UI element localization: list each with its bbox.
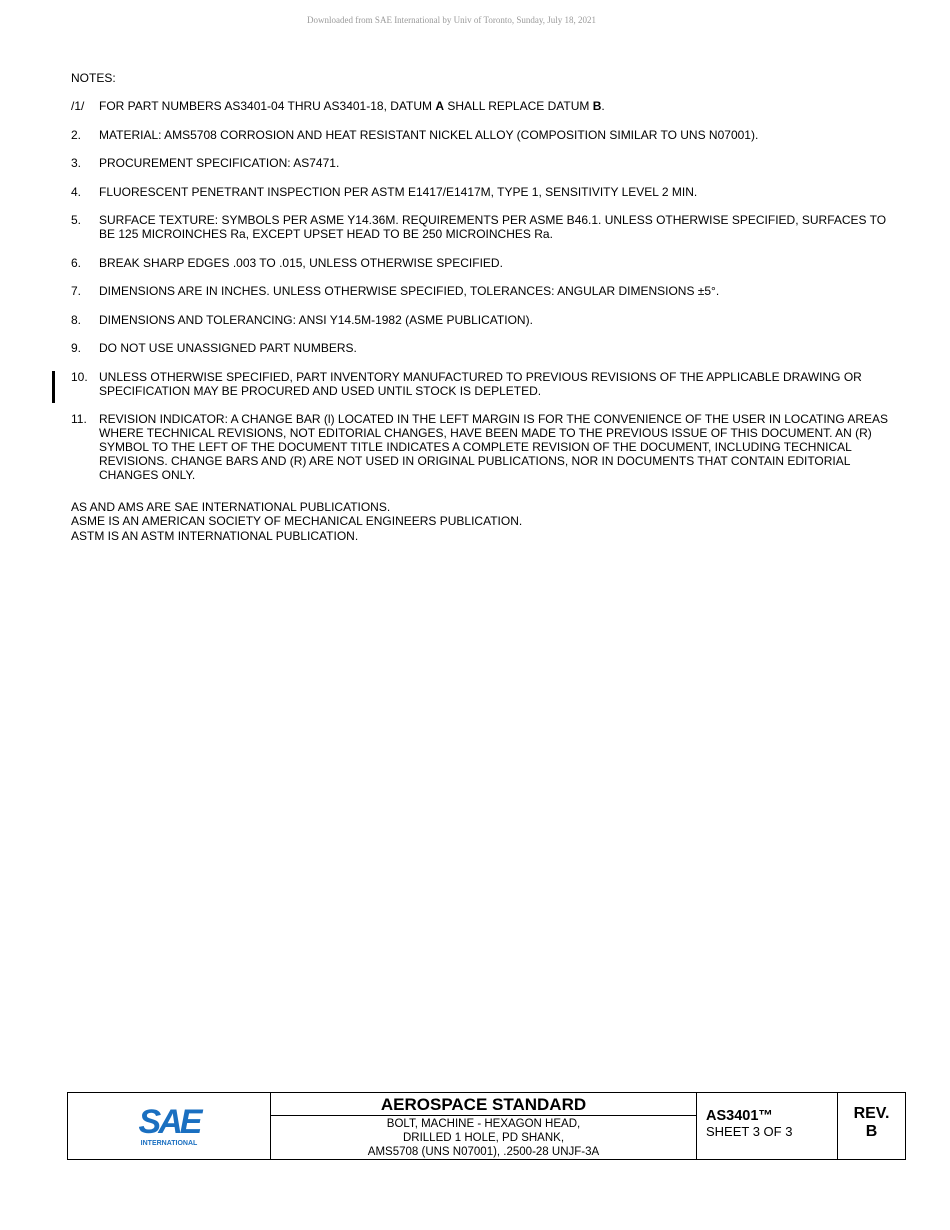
- note-text: REVISION INDICATOR: A CHANGE BAR (l) LOCATED IN THE LEFT MARGIN IS FOR THE CONVENIENCE OF THE USER IN LOCATING AREAS WHERE TECHNICAL REVISIONS, NOT EDITORIAL CHANGES, HAVE BEEN MADE TO THE PREVIOUS ISSUE OF THIS DOCUMENT. AN (R) SYMBOL TO THE LEFT OF THE DOCUMENT TITLE INDICATES A COMPLETE REVISION OF THE DOCUMENT, INCLUDING TECHNICAL REVISIONS. CHANGE BARS AND (R) ARE NOT USED IN ORIGINAL PUBLICATIONS, NOR IN DOCUMENTS THAT CONTAIN EDITORIAL CHANGES ONLY.: [99, 412, 889, 482]
- note-item: [71, 256, 891, 270]
- publication-line: AS AND AMS ARE SAE INTERNATIONAL PUBLICATIONS.: [71, 500, 391, 514]
- note-item: [71, 341, 891, 355]
- note-text: DIMENSIONS AND TOLERANCING: ANSI Y14.5M-1982 (ASME PUBLICATION).: [99, 312, 533, 327]
- part-description: [271, 1116, 696, 1159]
- description-line: DRILLED 1 HOLE, PD SHANK,: [402, 1132, 565, 1144]
- note-text: FLUORESCENT PENETRANT INSPECTION PER ASTM E1417/E1417M, TYPE 1, SENSITIVITY LEVEL 2 MIN.: [99, 184, 698, 199]
- sae-logo-icon: [134, 1104, 204, 1148]
- note-number: 2.: [71, 127, 82, 142]
- note-item: [71, 370, 891, 398]
- note-text: PROCUREMENT SPECIFICATION: AS7471.: [99, 156, 340, 170]
- note-item: [71, 156, 891, 170]
- note-number: 8.: [71, 312, 82, 327]
- download-notice: Downloaded from SAE International by Univ of Toronto, Sunday, July 18, 2021: [306, 15, 597, 25]
- datum-b: B: [592, 99, 602, 113]
- note-number: 9.: [71, 341, 82, 355]
- note-item: [71, 313, 891, 327]
- note-text: DO NOT USE UNASSIGNED PART NUMBERS.: [99, 341, 357, 355]
- logo-wordmark: SAE: [138, 1104, 200, 1141]
- note-item: [71, 213, 891, 241]
- sheet-number: SHEET 3 OF 3: [706, 1124, 793, 1139]
- document-cell: [697, 1093, 838, 1159]
- note-item: [71, 412, 891, 482]
- publication-line: ASME IS AN AMERICAN SOCIETY OF MECHANICAL ENGINEERS PUBLICATION.: [71, 514, 523, 529]
- title-block: [67, 1092, 906, 1160]
- note-number: 10.: [71, 369, 88, 384]
- standard-title: AEROSPACE STANDARD: [271, 1093, 696, 1116]
- logo-subtext: INTERNATIONAL: [140, 1140, 198, 1147]
- note-number: /1/: [71, 99, 85, 113]
- note-item: [71, 128, 891, 142]
- note-number: 7.: [71, 284, 82, 298]
- note-text: BREAK SHARP EDGES .003 TO .015, UNLESS OTHERWISE SPECIFIED.: [99, 255, 503, 270]
- notes-list: [71, 99, 891, 497]
- description-line: AMS5708 (UNS N07001), .2500-28 UNJF-3A: [367, 1146, 600, 1158]
- revision-value: B: [865, 1123, 878, 1140]
- sae-logo: [68, 1093, 271, 1159]
- revision-cell: [838, 1093, 905, 1159]
- note-text: UNLESS OTHERWISE SPECIFIED, PART INVENTORY MANUFACTURED TO PREVIOUS REVISIONS OF THE APPLICABLE DRAWING OR SPECIFICATION MAY BE PROCURED AND USED UNTIL STOCK IS DEPLETED.: [99, 369, 862, 398]
- note-text: DIMENSIONS ARE IN INCHES. UNLESS OTHERWISE SPECIFIED, TOLERANCES: ANGULAR DIMENSIONS ±5°.: [99, 284, 720, 298]
- publications-list: [71, 500, 522, 543]
- note-number: 11.: [71, 412, 87, 426]
- publication-line: ASTM IS AN ASTM INTERNATIONAL PUBLICATION.: [71, 528, 359, 543]
- note-item: [71, 284, 891, 298]
- note-number: 4.: [71, 184, 82, 199]
- note-number: 6.: [71, 255, 82, 270]
- note-item: [71, 99, 891, 113]
- change-bar: [52, 371, 55, 403]
- note-text: SURFACE TEXTURE: SYMBOLS PER ASME Y14.36M. REQUIREMENTS PER ASME B46.1. UNLESS OTHERWISE SPECIFIED, SURFACES TO BE 125 MICROINCHES Ra, EXCEPT UPSET HEAD TO BE 250 MICROINCHES Ra.: [99, 213, 887, 241]
- note-item: [71, 185, 891, 199]
- note-text: FOR PART NUMBERS AS3401-04 THRU AS3401-18, DATUM A SHALL REPLACE DATUM B.: [99, 99, 605, 113]
- description-line: BOLT, MACHINE - HEXAGON HEAD,: [386, 1118, 581, 1130]
- note-number: 5.: [71, 213, 82, 227]
- note-text: MATERIAL: AMS5708 CORROSION AND HEAT RESISTANT NICKEL ALLOY (COMPOSITION SIMILAR TO UNS N07001).: [99, 127, 759, 142]
- note-number: 3.: [71, 156, 82, 170]
- document-number: AS3401™: [706, 1108, 773, 1124]
- revision-label: REV.: [853, 1105, 890, 1122]
- title-cell: [271, 1093, 697, 1159]
- datum-a: A: [435, 99, 445, 113]
- notes-title: NOTES:: [71, 71, 116, 85]
